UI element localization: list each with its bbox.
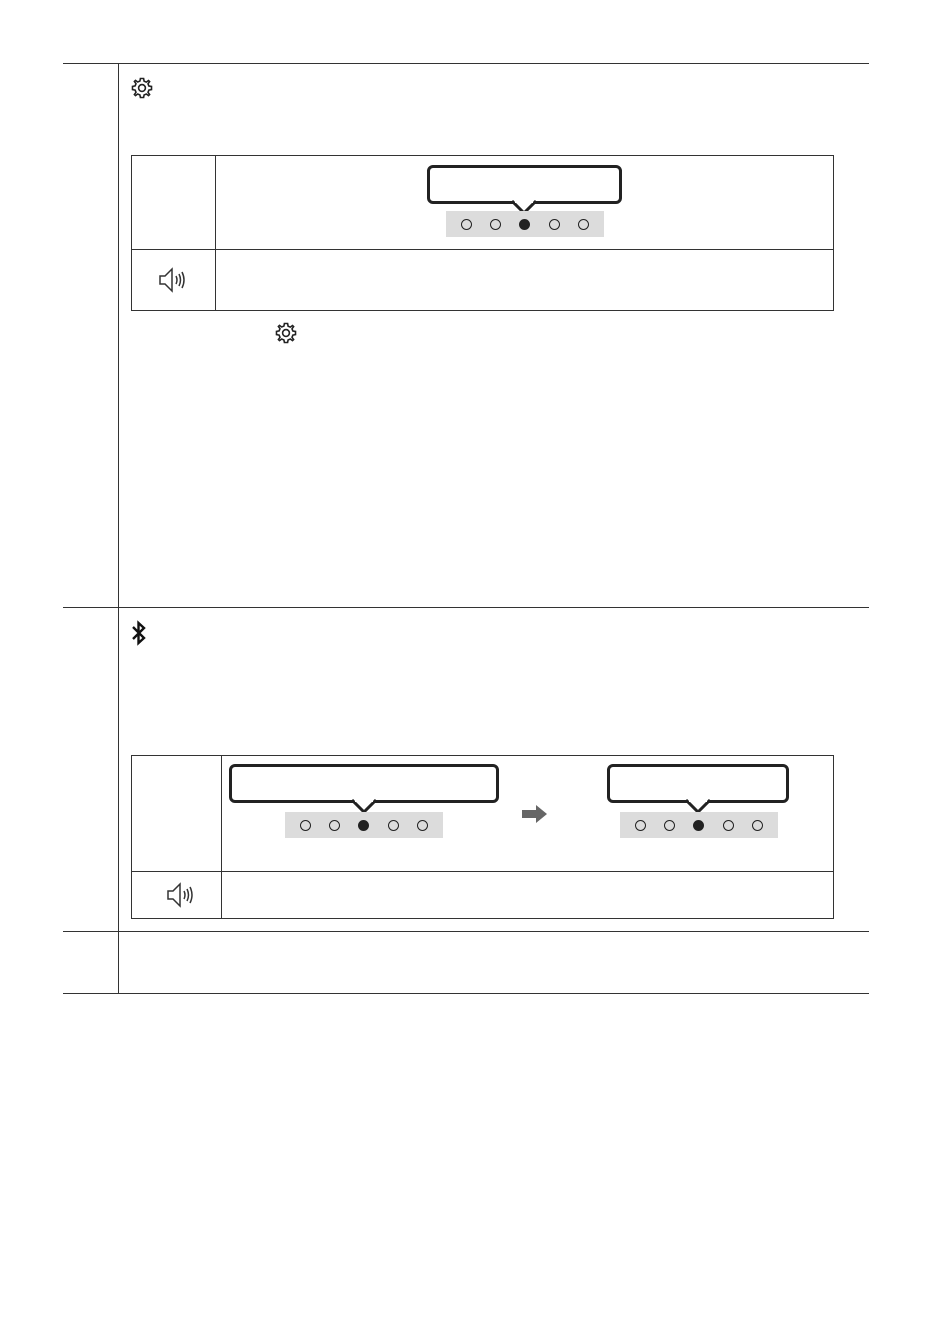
dot-3-active — [358, 820, 369, 831]
dot-4 — [388, 820, 399, 831]
gear-icon — [130, 76, 154, 100]
dot-indicator-1 — [446, 211, 604, 237]
dot-5 — [752, 820, 763, 831]
dot-4 — [549, 219, 560, 230]
display-table-2-row-divider — [131, 871, 834, 872]
dot-2 — [329, 820, 340, 831]
right-arrow-icon — [522, 804, 548, 824]
dot-2 — [664, 820, 675, 831]
dot-3-active — [693, 820, 704, 831]
display-table-1-row-divider — [131, 249, 834, 250]
section-divider-1 — [63, 607, 869, 608]
section-divider-2 — [63, 931, 869, 932]
bottom-rule — [63, 993, 869, 994]
top-rule — [63, 63, 869, 64]
display-bubble-2-before — [229, 764, 499, 803]
display-table-2-col-divider — [221, 755, 222, 919]
dot-4 — [723, 820, 734, 831]
gear-icon — [274, 321, 298, 345]
display-table-1-col-divider — [215, 155, 216, 311]
dot-2 — [490, 219, 501, 230]
display-bubble-2-after — [607, 764, 789, 803]
column-divider — [118, 63, 119, 994]
dot-indicator-2-before — [285, 812, 443, 838]
dot-indicator-2-after — [620, 812, 778, 838]
dot-5 — [417, 820, 428, 831]
bluetooth-icon — [130, 620, 148, 646]
display-bubble-2-before-tail — [352, 799, 376, 813]
dot-1 — [635, 820, 646, 831]
speaker-sound-icon — [158, 266, 192, 294]
display-bubble-1 — [427, 165, 622, 204]
dot-1 — [461, 219, 472, 230]
speaker-sound-icon — [166, 881, 200, 909]
display-bubble-2-after-tail — [686, 799, 710, 813]
dot-3-active — [519, 219, 530, 230]
dot-5 — [578, 219, 589, 230]
dot-1 — [300, 820, 311, 831]
